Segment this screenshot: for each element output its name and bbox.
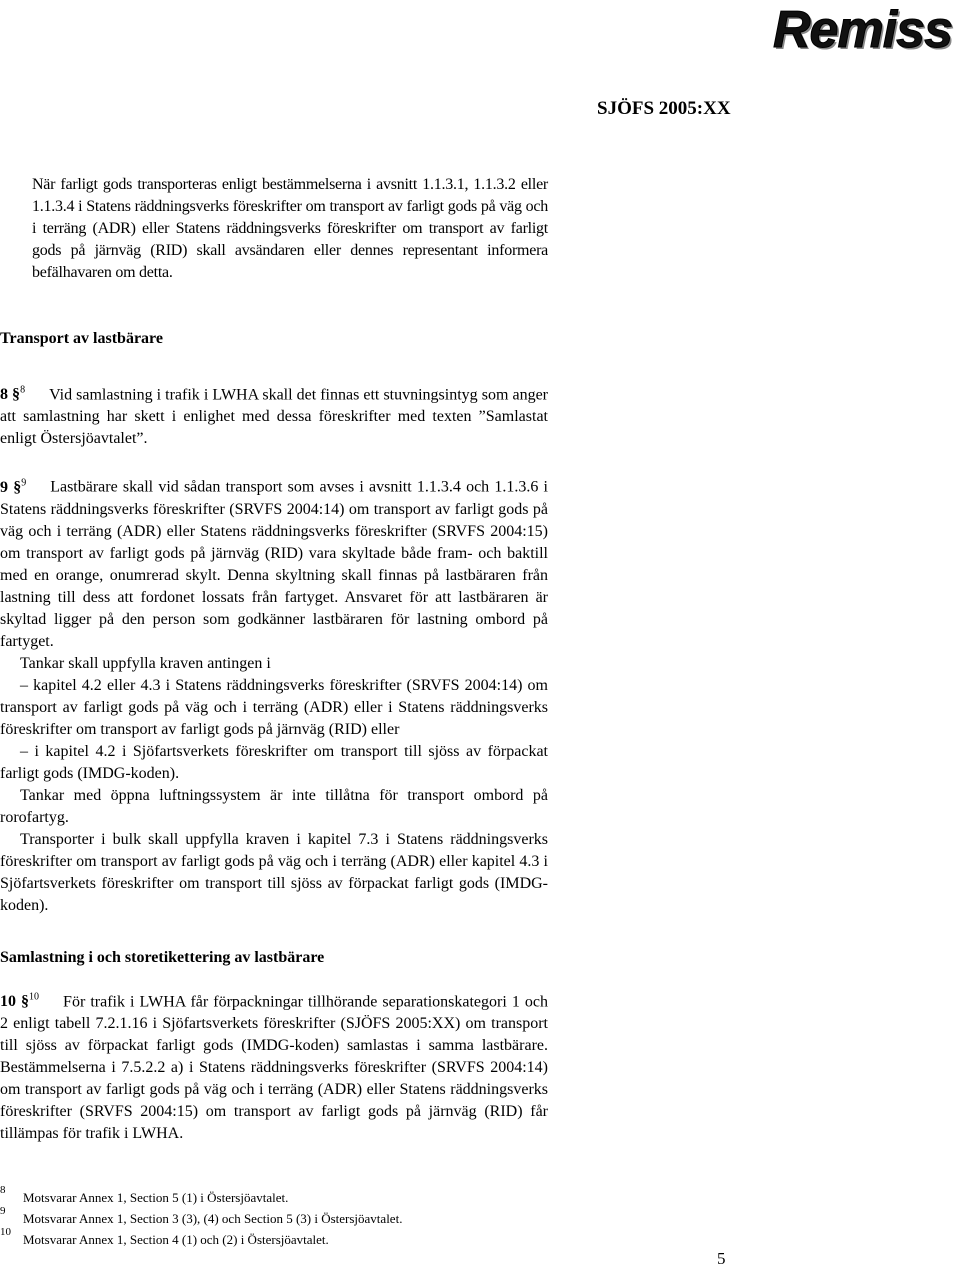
footnote-mark: 9 (0, 1205, 6, 1217)
intro-paragraph (32, 174, 548, 284)
footnote (0, 1184, 560, 1208)
paragraph-10 (0, 987, 548, 1145)
section-samlastning (0, 947, 548, 1145)
list-item: – i kapitel 4.2 i Sjöfartsverkets föreskrifter om transport till sjöss av förpackat farligt gods (IMDG-koden). (0, 742, 548, 782)
list-item: – kapitel 4.2 eller 4.3 i Statens räddningsverks föreskrifter (SRVFS 2004:14) om transport av farligt gods på väg och i terräng (ADR) eller i Statens räddningsverks föreskrifter om transport av farligt gods på järnväg (RID) eller (0, 676, 548, 738)
section-number: 9 §$^9$ (0, 477, 27, 496)
tank-intro: Tankar skall uppfylla kraven antingen i (20, 654, 271, 672)
page-number: 5 (717, 1249, 726, 1268)
paragraph-text: För trafik i LWHA får förpackningar tillhörande separationskategori 1 och 2 enligt tabell 7.2.1.16 i Sjöfartsverkets föreskrifter (SJÖFS 2005:XX) om transport till sjöss av förpackat farligt gods (IMDG-koden) samlastas i samma lastbärare. Bestämmelserna i 7.5.2.2 a) i Statens räddningsverks föreskrifter (SRVFS 2004:14) om transport av farligt gods på väg och i terräng (ADR) eller Statens räddningsverks föreskrifter (SRVFS 2004:15) om transport av farligt gods på järnväg (RID) får tillämpas för trafik i LWHA. (0, 993, 548, 1143)
paragraph-8 (0, 380, 548, 450)
remiss-stamp: Remiss (773, 1, 952, 59)
footnote-ref: 10 (29, 992, 40, 1003)
bulk-paragraph: Transporter i bulk skall uppfylla kraven i kapitel 7.3 i Statens räddningsverks föreskrifter om transport av farligt gods på väg och i terräng (ADR) eller kapitel 4.3 i Sjöfartsverkets föreskrifter om transport till sjöss av förpackat farligt gods (IMDG-koden). (0, 830, 548, 914)
paragraph-9 (0, 472, 548, 652)
footnote-text: Motsvarar Annex 1, Section 5 (1) i Östersjöavtalet. (23, 1190, 289, 1205)
footnote-ref: 8 (20, 385, 26, 396)
section-heading: Samlastning i och storetikettering av lastbärare (0, 949, 325, 966)
section-number: 10 §$^{10}$ (0, 992, 40, 1011)
intro-text: När farligt gods transporteras enligt bestämmelserna i avsnitt 1.1.3.1, 1.1.3.2 eller 1.1.3.4 i Statens räddningsverks föreskrifter om transport av farligt gods på väg och i terräng (ADR) eller Statens räddningsverks föreskrifter om transport av farligt gods på järnväg (RID) skall avsändaren eller dennes representant informera befälhavaren om detta. (32, 176, 548, 281)
section-number: 8 §$^8$ (0, 385, 26, 404)
footnote-ref: 9 (21, 477, 27, 489)
footnotes (0, 1184, 560, 1250)
section-transport (0, 328, 548, 917)
footnote-text: Motsvarar Annex 1, Section 4 (1) och (2) i Östersjöavtalet. (23, 1232, 329, 1247)
paragraph-text: Vid samlastning i trafik i LWHA skall det finnas ett stuvningsintyg som anger att samlastning har skett i enlighet med dessa föreskrifter med texten ”Samlastat enligt Östersjöavtalet”. (0, 386, 548, 448)
section-heading: Transport av lastbärare (0, 330, 163, 347)
footnote (0, 1205, 560, 1229)
footnote-mark: 10 (0, 1226, 11, 1238)
tank-open-paragraph: Tankar med öppna luftningssystem är inte tillåtna för transport ombord på rorofartyg. (0, 786, 548, 826)
paragraph-text: Lastbärare skall vid sådan transport som avses i avsnitt 1.1.3.4 och 1.1.3.6 i Statens räddningsverks föreskrifter (SRVFS 2004:14) om transport av farligt gods på väg och i terräng (ADR) eller Statens räddningsverks föreskrifter (SRVFS 2004:15) om transport av farligt gods på järnväg (RID) vara skyltade både fram- och baktill med en orange, onumrerad skylt. Denna skyltning skall finnas på lastbäraren från lastning till dess att fordonet lossats från fartyget. Ansvaret för att lastbäraren är skyltad ligger på den person som godkänner lastbäraren för lastning ombord på fartyget. (0, 478, 549, 650)
footnote (0, 1226, 560, 1250)
footnote-text: Motsvarar Annex 1, Section 3 (3), (4) och Section 5 (3) i Östersjöavtalet. (23, 1211, 403, 1226)
document-code: SJÖFS 2005:XX (597, 98, 731, 119)
footnote-mark: 8 (0, 1184, 6, 1196)
